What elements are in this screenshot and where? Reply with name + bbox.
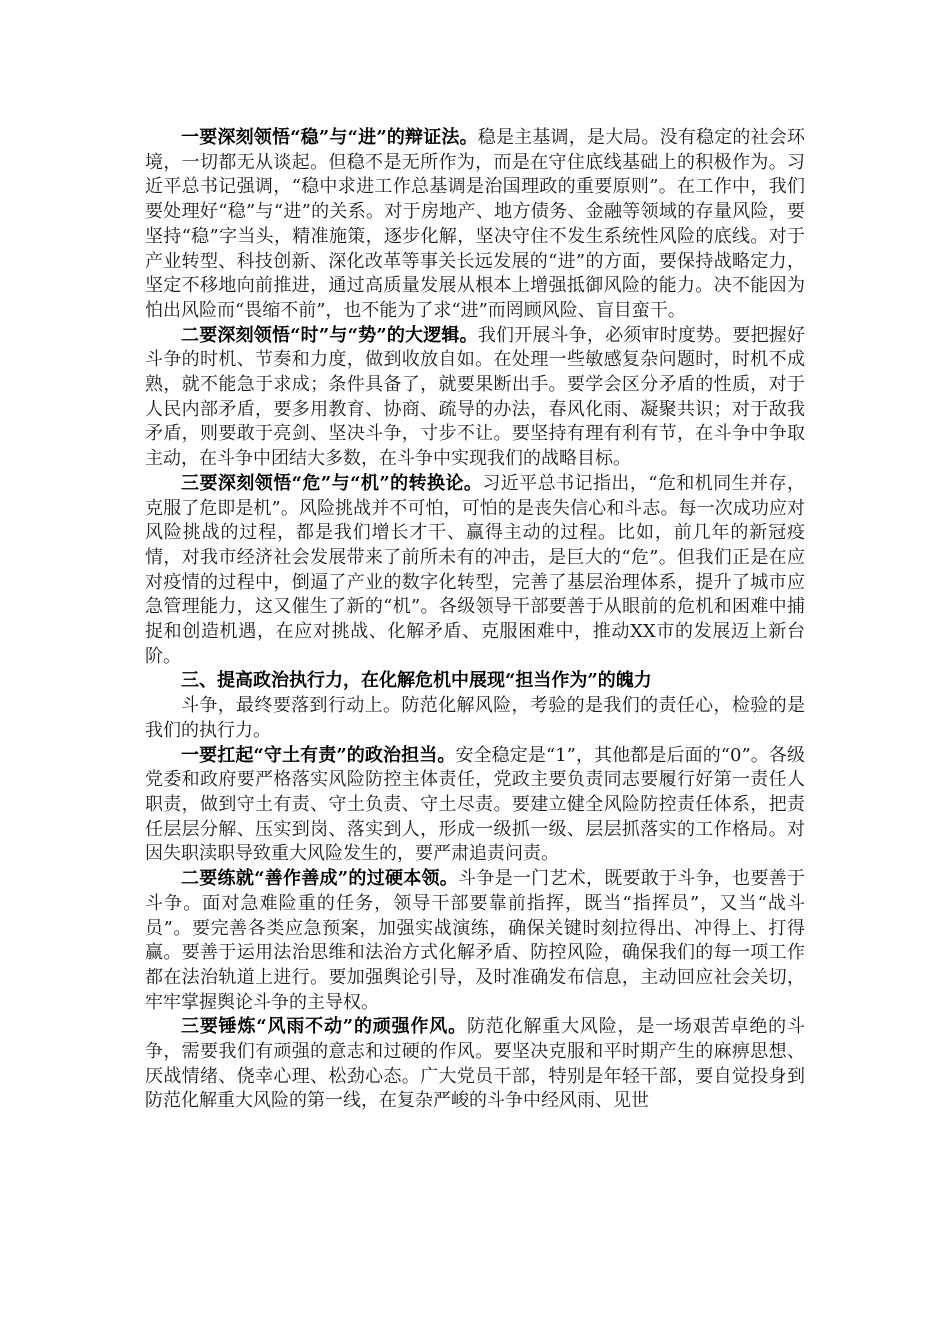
paragraph-body: 习近平总书记指出，“危和机同生并存，克服了危即是机”。风险挑战并不可怕，可怕的是丧失信心和斗志。每一次成功应对风险挑战的过程，都是我们增长才干、赢得主动的过程。比如，前几年的新冠疫情，对我市经济社会发展带来了前所未有的冲击，是巨大的“危”。但我们正是在应对疫情的过程中，倒逼了产业的数字化转型，完善了基层治理体系，提升了城市应急管理能力，这又催生了新的“机”。各级领导干部要善于从眼前的危机和困难中捕捉和创造机遇，在应对挑战、化解矛盾、克服困难中，推动XX市的发展迈上新台阶。 (145, 472, 805, 667)
paragraph-crisis-opportunity (145, 472, 805, 670)
section-heading: 三、提高政治执行力，在化解危机中展现“担当作为”的魄力 (181, 670, 652, 692)
paragraph-body: 斗争是一门艺术，既要敢于斗争，也要善于斗争。面对急难险重的任务，领导干部要靠前指挥，既当“指挥员”，又当“战斗员”。要完善各类应急预案，加强实战演练，确保关键时刻拉得出、冲得上、打得赢。要善于运用法治思维和法治方式化解矛盾、防控风险，确保我们的每一项工作都在法治轨道上进行。要加强舆论引导，及时准确发布信息，主动回应社会关切，牢牢掌握舆论斗争的主导权。 (145, 868, 805, 1013)
paragraph-responsibility (145, 744, 805, 868)
paragraph-lead: 二要练就“善作善成”的过硬本领。 (181, 868, 459, 890)
paragraph-lead: 三要锤炼“风雨不动”的顽强作风。 (181, 1016, 467, 1038)
paragraph-body: 安全稳定是“1”，其他都是后面的“0”。各级党委和政府要严格落实风险防控主体责任，党政主要负责同志要履行好第一责任人职责，做到守土有责、守土负责、守土尽责。要建立健全风险防控责任体系，把责任层层分解、压实到岗、落实到人，形成一级抓一级、层层抓落实的工作格局。对因失职渎职导致重大风险发生的，要严肃追责问责。 (145, 744, 805, 865)
paragraph-lead: 三要深刻领悟“危”与“机”的转换论。 (181, 472, 483, 494)
paragraph-body: 防范化解重大风险，是一场艰苦卓绝的斗争，需要我们有顽强的意志和过硬的作风。要坚决克服和平时期产生的麻痹思想、厌战情绪、侥幸心理、松劲心态。广大党员干部，特别是年轻干部，要自觉投身到防范化解重大风险的第一线，在复杂严峻的斗争中经风雨、见世 (145, 1016, 805, 1112)
paragraph-lead: 一要深刻领悟“稳”与“进”的辩证法。 (181, 127, 478, 148)
paragraph-stability-progress (145, 126, 805, 324)
paragraph-style (145, 1015, 805, 1114)
paragraph-body: 我们开展斗争，必须审时度势。要把握好斗争的时机、节奏和力度，做到收放自如。在处理一些敏感复杂问题时，时机不成熟，就不能急于求成；条件具备了，就要果断出手。要学会区分矛盾的性质，对于人民内部矛盾，要多用教育、协商、疏导的办法，春风化雨、凝聚共识；对于敌我矛盾，则要敢于亮剑、坚决斗争，寸步不让。要坚持有理有利有节，在斗争中争取主动，在斗争中团结大多数，在斗争中实现我们的战略目标。 (145, 324, 805, 470)
paragraph-lead: 二要深刻领悟“时”与“势”的大逻辑。 (181, 324, 478, 346)
document-page (145, 126, 805, 1114)
section-intro: 斗争，最终要落到行动上。防范化解风险，考验的是我们的责任心，检验的是我们的执行力。 (145, 695, 805, 741)
paragraph-body: 稳是主基调，是大局。没有稳定的社会环境，一切都无从谈起。但稳不是无所作为，而是在守住底线基础上的积极作为。习近平总书记强调，“稳中求进工作总基调是治国理政的重要原则”。在工作中，我们要处理好“稳”与“进”的关系。对于房地产、地方债务、金融等领域的存量风险，要坚持“稳”字当头，精准施策，逐步化解，坚决守住不发生系统性风险的底线。对于产业转型、科技创新、深化改革等事关长远发展的“进”的方面，要保持战略定力，坚定不移地向前推进，通过高质量发展从根本上增强抵御风险的能力。决不能因为怕出风险而“畏缩不前”，也不能为了求“进”而罔顾风险、盲目蛮干。 (145, 127, 805, 321)
paragraph-timing-trend (145, 324, 805, 472)
paragraph-lead: 一要扛起“守土有责”的政治担当。 (181, 744, 456, 766)
paragraph-capability (145, 867, 805, 1015)
